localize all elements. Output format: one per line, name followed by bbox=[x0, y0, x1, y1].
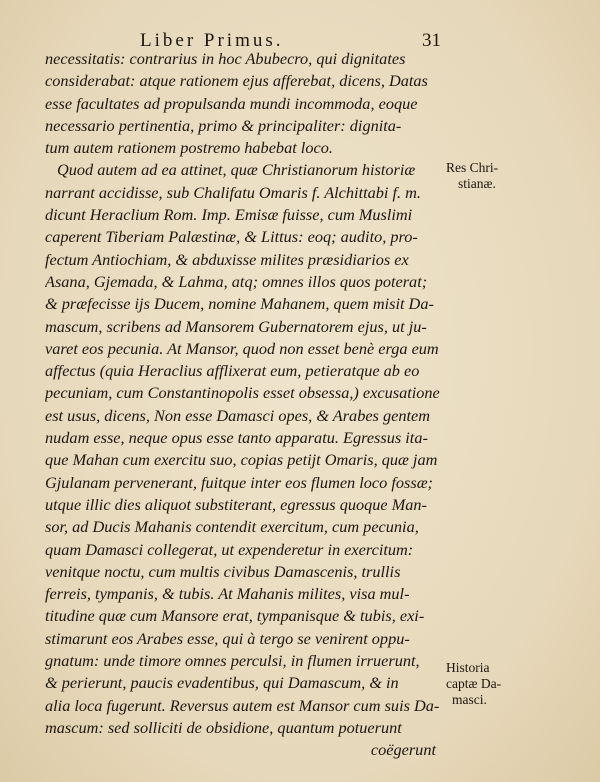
text-line: titudine quæ cum Mansore erat, tympanisque & tubis, exi- bbox=[45, 606, 425, 626]
text-line: quam Damasci collegerat, ut expenderetur in exercitum: bbox=[45, 539, 414, 559]
text-line: alia loca fugerunt. Reversus autem est Mansor cum suis Da- bbox=[45, 695, 440, 715]
text-line: sor, ad Ducis Mahanis contendit exercitum, cum pecunia, bbox=[45, 517, 419, 537]
text-line: que Mahan cum exercitu suo, copias petijt Omaris, quæ jam bbox=[45, 450, 438, 470]
text-line: dicunt Heraclium Rom. Imp. Emisæ fuisse, cum Muslimi bbox=[45, 205, 413, 225]
text-line: necessitatis: contrarius in hoc Abubecro, qui dignitates bbox=[45, 49, 406, 68]
catchword: coëgerunt bbox=[370, 740, 436, 760]
margin-note-line: masci. bbox=[452, 692, 487, 707]
text-line: est usus, dicens, Non esse Damasci opes, & Arabes gentem bbox=[45, 405, 430, 425]
text-line: & perierunt, paucis evadentibus, qui Damascum, & in bbox=[45, 673, 399, 693]
margin-note-res-christianae bbox=[446, 160, 516, 192]
text-line: pecuniam, cum Constantinopolis esset obsessa,) excusatione bbox=[45, 383, 440, 403]
text-line: tum autem rationem postremo habebat loco. bbox=[45, 138, 333, 158]
text-line: venitque noctu, cum multis civibus Damascenis, trullis bbox=[45, 561, 401, 581]
text-line: ferreis, tympanis, & tubis. At Mahanis milites, visa mul- bbox=[45, 584, 410, 604]
page-number: 31 bbox=[422, 30, 441, 51]
text-line: fectum Antiochiam, & abduxisse milites præsidiarios ex bbox=[45, 249, 409, 269]
text-line: Quod autem ad ea attinet, quæ Christianorum historiæ bbox=[57, 160, 416, 180]
margin-note-line: Historia bbox=[446, 660, 490, 675]
text-line: mascum, scribens ad Mansorem Gubernatorem ejus, ut ju- bbox=[45, 316, 427, 336]
text-line: Gjulanam pervenerant, fuitque inter eos flumen loco fossæ; bbox=[45, 472, 433, 492]
margin-note-historia bbox=[446, 660, 516, 708]
body-text bbox=[45, 48, 440, 762]
text-line: narrant accidisse, sub Chalifatu Omaris f. Alchittabi f. m. bbox=[45, 182, 421, 202]
text-line: Asana, Gjemada, & Lahma, atq; omnes illos quos poterat; bbox=[45, 271, 428, 291]
text-line: varet eos pecunia. At Mansor, quod non esset benè erga eum bbox=[45, 338, 439, 358]
text-line: caperent Tiberiam Palæstinæ, & Littus: eoq; audito, pro- bbox=[45, 227, 418, 247]
text-line: affectus (quia Heraclius afflixerat eum, petieratque ab eo bbox=[45, 361, 420, 381]
running-header: Liber Primus. bbox=[140, 30, 284, 51]
text-line: & præfecisse ijs Ducem, nomine Mahanem, quem misit Da- bbox=[45, 294, 434, 314]
margin-note-line: captæ Da- bbox=[446, 676, 502, 691]
text-line: utque illic dies aliquot substiterant, egressus quoque Man- bbox=[45, 494, 427, 514]
margin-note-line: stianæ. bbox=[458, 176, 496, 191]
margin-note-line: Res Chri- bbox=[446, 160, 499, 175]
text-line: nudam esse, neque opus esse tanto apparatu. Egressus ita- bbox=[45, 428, 428, 448]
text-line: considerabat: atque rationem ejus afferebat, dicens, Datas bbox=[45, 71, 428, 91]
text-line: mascum: sed solliciti de obsidione, quantum potuerunt bbox=[45, 717, 402, 737]
text-line: esse facultates ad propulsanda mundi incommoda, eoque bbox=[45, 93, 418, 113]
text-line: necessario pertinentia, primo & principaliter: dignita- bbox=[45, 115, 402, 135]
text-line: stimarunt eos Arabes esse, qui à tergo se venirent oppu- bbox=[45, 628, 410, 648]
text-line: gnatum: unde timore omnes perculsi, in flumen irruerunt, bbox=[45, 651, 420, 671]
